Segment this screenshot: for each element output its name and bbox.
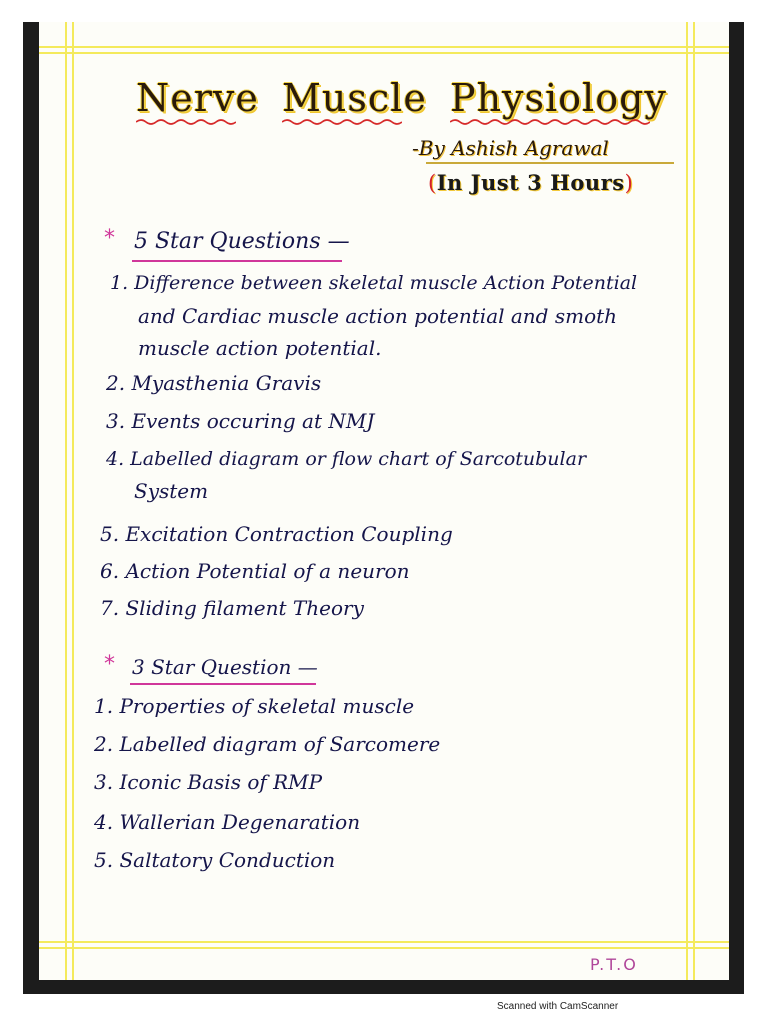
- title-word-muscle: Muscle: [282, 76, 427, 120]
- border-bottom-line-1: [39, 941, 729, 943]
- paren-open: (: [428, 171, 437, 195]
- star-icon: *: [104, 652, 115, 677]
- five-star-heading: 5 Star Questions —: [134, 229, 350, 254]
- title-underline-squiggle-1: [136, 118, 236, 126]
- three-star-heading-underline: [130, 683, 316, 685]
- title-word-nerve: Nerve: [136, 76, 259, 120]
- border-right-line-2: [693, 22, 695, 980]
- list-item: muscle action potential.: [138, 336, 382, 360]
- border-left-line-2: [72, 22, 74, 980]
- star-icon: *: [104, 226, 115, 251]
- list-item: 2. Labelled diagram of Sarcomere: [94, 732, 441, 756]
- author-underline: [426, 162, 674, 164]
- author-line: -By Ashish Agrawal: [412, 136, 609, 160]
- list-item: 1. Difference between skeletal muscle Action Potential: [110, 272, 638, 294]
- list-item: 3. Iconic Basis of RMP: [94, 770, 323, 794]
- paren-close: ): [624, 171, 634, 195]
- border-top-line-2: [39, 52, 729, 54]
- scanner-watermark: Scanned with CamScanner: [497, 1001, 619, 1012]
- border-bottom-line-2: [39, 947, 729, 949]
- pto-note: P.T.O: [590, 955, 638, 974]
- three-star-heading: 3 Star Question —: [132, 655, 318, 679]
- list-item: 4. Wallerian Degenaration: [94, 810, 361, 834]
- border-top-line-1: [39, 46, 729, 48]
- list-item: 4. Labelled diagram or flow chart of Sarcotubular: [106, 448, 587, 470]
- duration-text: In Just 3 Hours: [436, 170, 625, 195]
- title-underline-squiggle-3: [450, 118, 650, 126]
- list-item: 6. Action Potential of a neuron: [100, 559, 410, 583]
- list-item: and Cardiac muscle action potential and smoth: [138, 304, 618, 328]
- list-item: 7. Sliding filament Theory: [100, 596, 364, 620]
- duration-label: [428, 170, 633, 195]
- title-word-physiology: Physiology: [450, 76, 667, 120]
- list-item: 5. Excitation Contraction Coupling: [100, 522, 453, 546]
- list-item: 2. Myasthenia Gravis: [106, 371, 322, 395]
- five-star-heading-underline: [132, 260, 342, 262]
- list-item: System: [134, 479, 209, 503]
- page-title: [0, 76, 768, 136]
- list-item: 1. Properties of skeletal muscle: [94, 694, 415, 718]
- title-underline-squiggle-2: [282, 118, 402, 126]
- border-left-line-1: [65, 22, 67, 980]
- border-right-line-1: [686, 22, 688, 980]
- list-item: 5. Saltatory Conduction: [94, 848, 336, 872]
- list-item: 3. Events occuring at NMJ: [106, 409, 375, 433]
